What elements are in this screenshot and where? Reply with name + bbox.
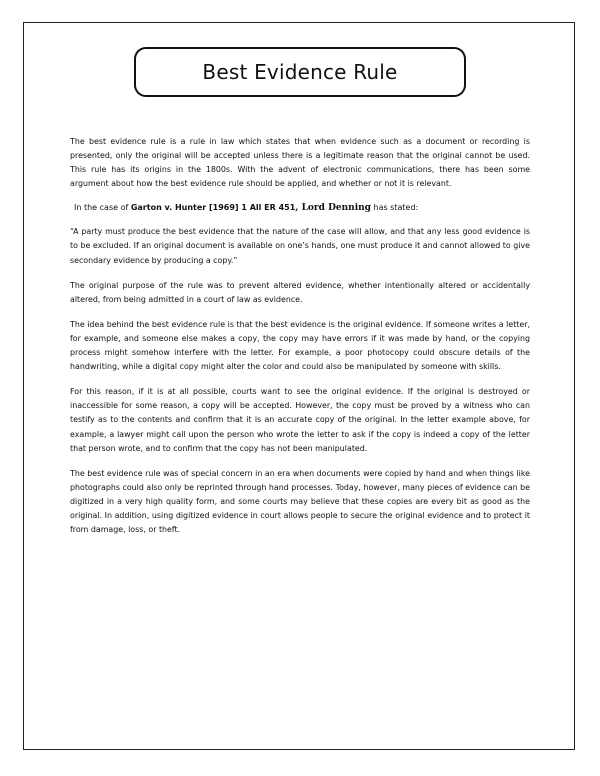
case-name: Garton v. Hunter [1969] 1 All ER 451 (130, 203, 296, 213)
judge-name: Lord Denning (301, 203, 371, 214)
case-prefix: In the case of (74, 203, 131, 213)
document-body (70, 135, 530, 537)
paragraph-era: The best evidence rule was of special concern in an era when documents were copied by hand and when things like photographs could also only be reprinted through hand processes. Today, however, many pieces of evidence can be digitized in a very high quality form, and some courts may believe that these copies are every bit as good as the original. In addition, using digitized evidence in court allows people to secure the original evidence and to protect it from damage, loss, or theft. (70, 468, 530, 535)
page-title: Best Evidence Rule (202, 60, 398, 84)
paragraph-reason: For this reason, if it is at all possible, courts want to see the original evidence. If the original is destroyed or inaccessible for some reason, a copy will be accepted. However, the copy must be proved by a witness who can testify as to the contents and confirm that it is an accurate copy of the original. In the letter example above, for example, a lawyer might call upon the person who wrote the letter to ask if the copy is indeed a copy of the letter that person wrote, and to confirm that the copy has not been manipulated. (70, 387, 530, 453)
case-citation-line (74, 201, 530, 215)
paragraph-intro: The best evidence rule is a rule in law which states that when evidence such as a document or recording is presented, only the original will be accepted unless there is a legitimate reason that the original cannot be used. This rule has its origins in the 1800s. With the advent of electronic communications, there has been some argument about how the best evidence rule should be applied, and whether or not it is relevant. (70, 137, 530, 189)
case-suffix: has stated: (370, 203, 419, 213)
paragraph-quote: “A party must produce the best evidence that the nature of the case will allow, and that any less good evidence is to be excluded. If an original document is available on one’s hands, one must produce it and cannot allowed to give secondary evidence by producing a copy.” (70, 227, 530, 265)
title-box (134, 47, 466, 97)
paragraph-purpose: The original purpose of the rule was to prevent altered evidence, whether intentionally altered or accidentally altered, from being admitted in a court of law as evidence. (70, 280, 530, 304)
paragraph-idea: The idea behind the best evidence rule is that the best evidence is the original evidence. If someone writes a letter, for example, and someone else makes a copy, the copy may have errors if it was made by hand, or the copying process might somehow interfere with the letter. For example, a poor photocopy could obscure details of the handwriting, while a digital copy might alter the color and could also be manipulated by someone with skills. (70, 319, 530, 372)
case-separator: , (295, 203, 302, 214)
